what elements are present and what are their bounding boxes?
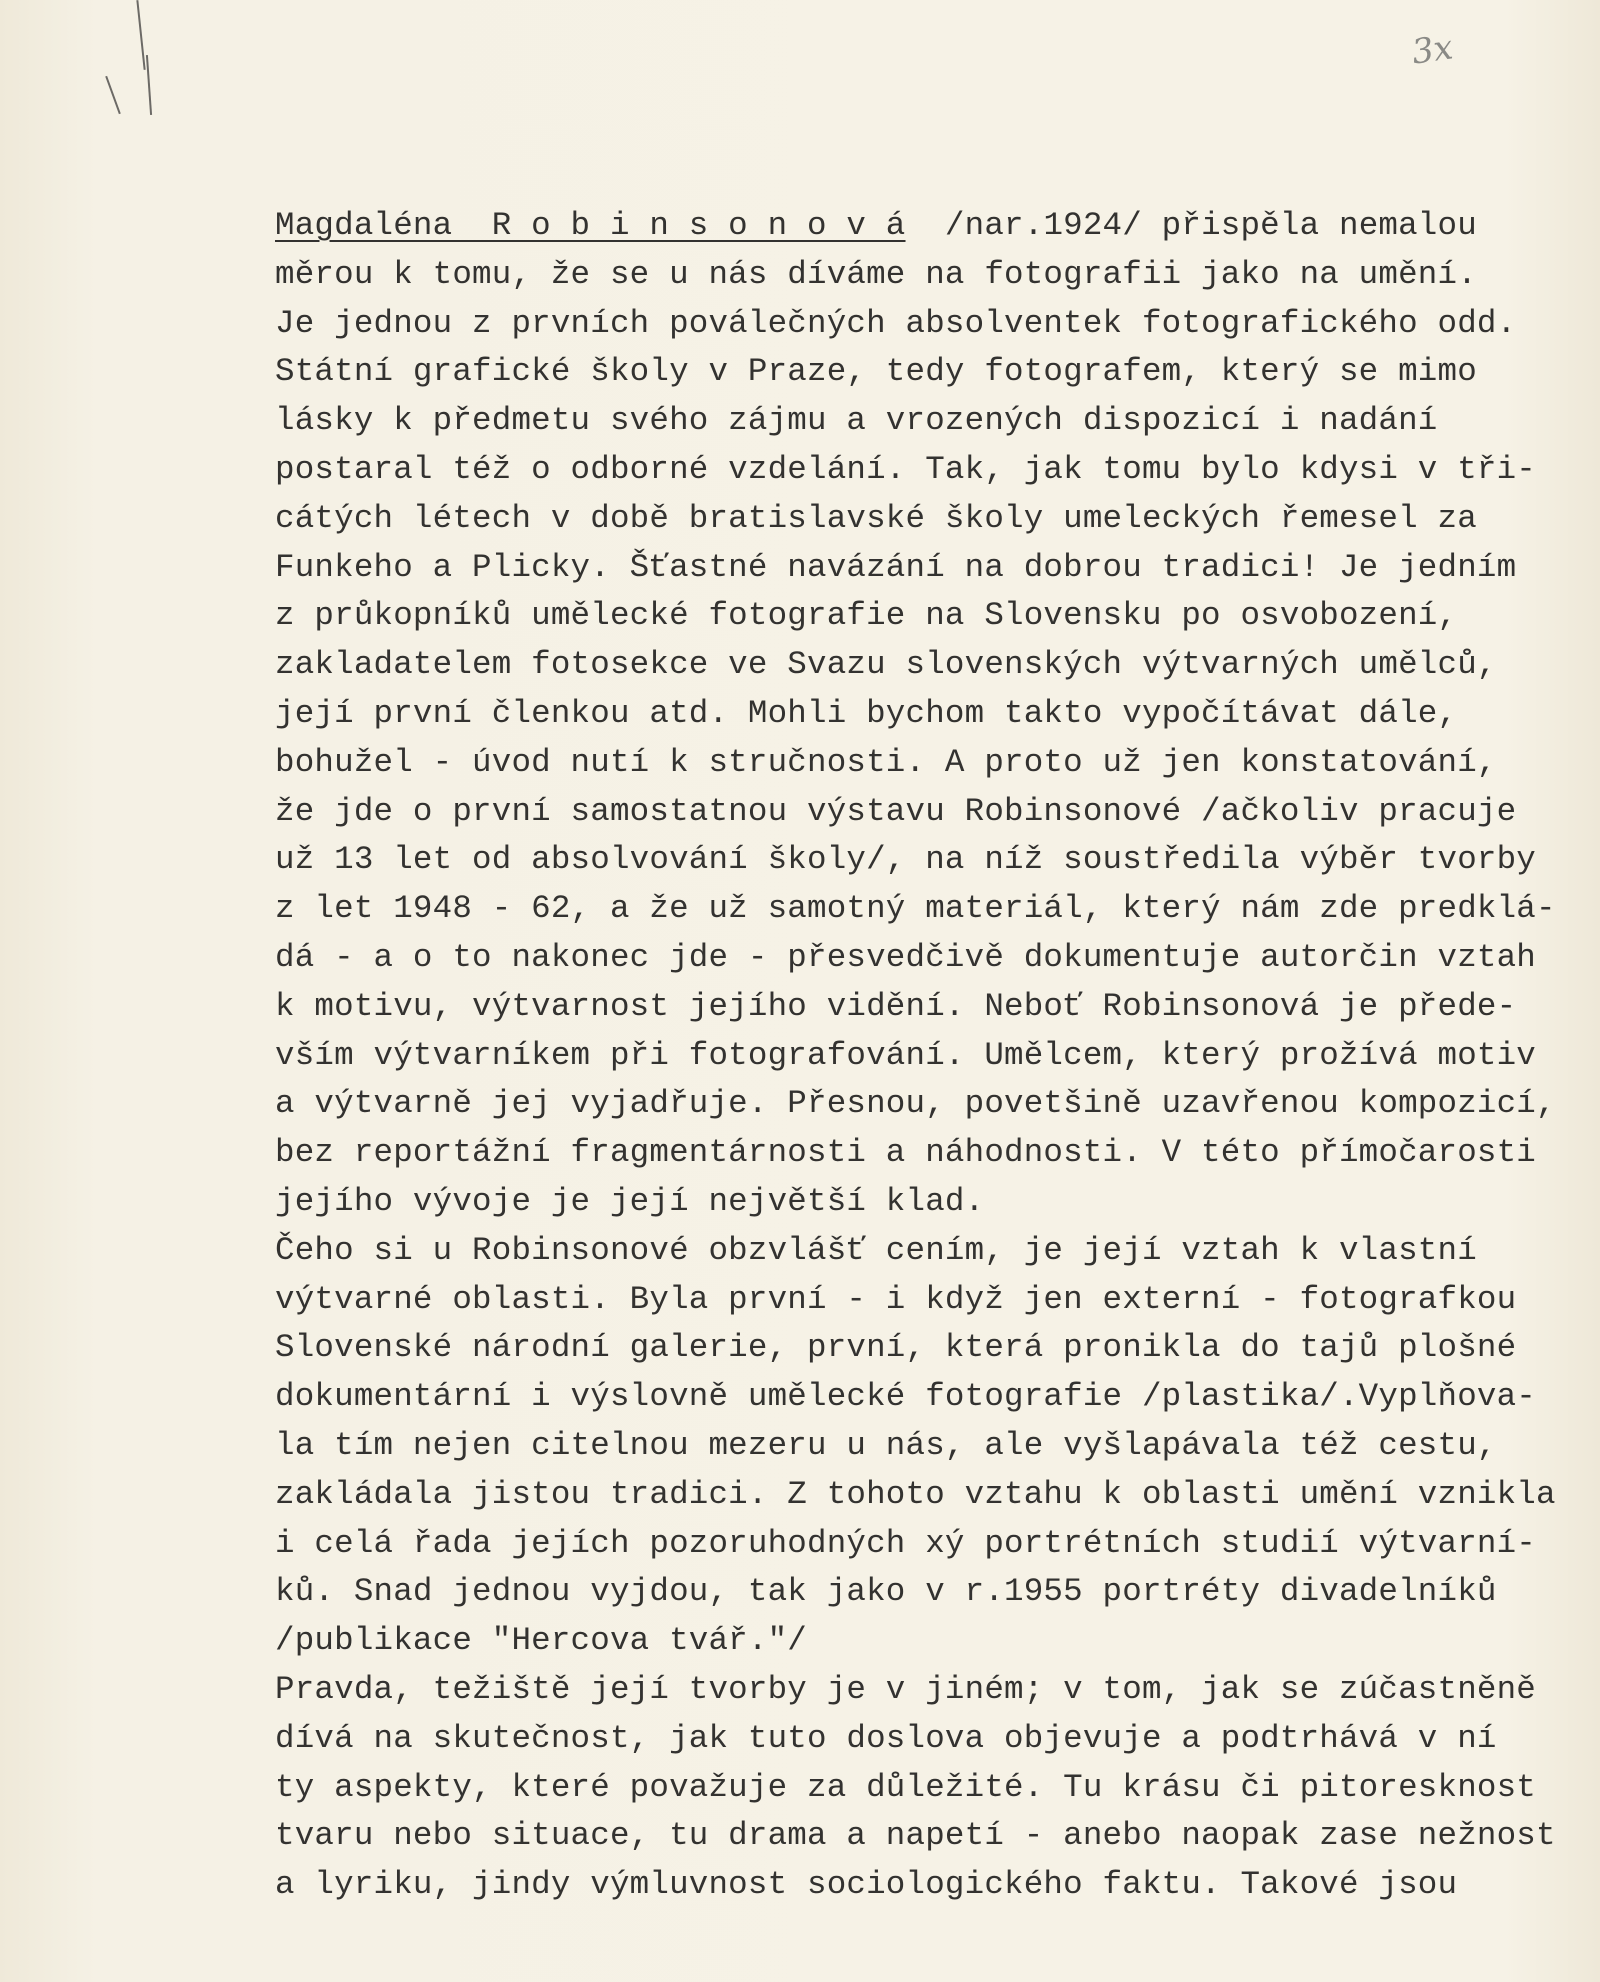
text-line: /publikace "Hercova tvář."/ <box>275 1622 807 1660</box>
text-line: jejího vývoje je její největší klad. <box>275 1182 985 1220</box>
text-line: postaral též o odborné vzdelání. Tak, jak tomu bylo kdysi v tři- <box>275 450 1537 488</box>
text-line: už 13 let od absolvování školy/, na níž soustředila výběr tvorby <box>275 841 1537 879</box>
text-line: vším výtvarníkem při fotografování. Umělcem, který prožívá motiv <box>275 1036 1537 1074</box>
text-line: Slovenské národní galerie, první, která pronikla do tajů plošné <box>275 1329 1517 1367</box>
text-line: ků. Snad jednou vyjdou, tak jako v r.1955 portréty divadelníků <box>275 1573 1497 1611</box>
text-line: a lyriku, jindy výmluvnost sociologického faktu. Takové jsou <box>275 1866 1458 1904</box>
text-line: bez reportážní fragmentárnosti a náhodnosti. V této přímočarosti <box>275 1134 1537 1172</box>
text-line: Čeho si u Robinsonové obzvlášť cením, je její vztah k vlastní <box>275 1231 1477 1269</box>
text-line: Státní grafické školy v Praze, tedy fotografem, který se mimo <box>275 353 1477 391</box>
text-line: a výtvarně jej vyjadřuje. Přesnou, povetšině uzavřenou kompozicí, <box>275 1085 1556 1123</box>
document-body <box>275 202 1556 1910</box>
text-line: la tím nejen citelnou mezeru u nás, ale vyšlapávala též cestu, <box>275 1426 1497 1464</box>
text-line: tvaru nebo situace, tu drama a napetí - anebo naopak zase nežnost <box>275 1817 1556 1855</box>
text-line: zakladatelem fotosekce ve Svazu slovenských výtvarných umělců, <box>275 646 1497 684</box>
text-line: dokumentární i výslovně umělecké fotografie /plastika/.Vyplňova- <box>275 1378 1537 1416</box>
text-line: z průkopníků umělecké fotografie na Slovensku po osvobození, <box>275 597 1458 635</box>
text-line: lásky k předmetu svého zájmu a vrozených dispozicí i nadání <box>275 402 1438 440</box>
text-line <box>275 202 1556 251</box>
text-line: výtvarné oblasti. Byla první - i když jen externí - fotografkou <box>275 1280 1517 1318</box>
text-line: Je jednou z prvních poválečných absolventek fotografického odd. <box>275 304 1517 342</box>
text-line: měrou k tomu, že se u nás díváme na fotografii jako na umění. <box>275 255 1477 293</box>
text-line: že jde o první samostatnou výstavu Robinsonové /ačkoliv pracuje <box>275 792 1517 830</box>
pencil-mark <box>105 76 121 114</box>
text-line: k motivu, výtvarnost jejího vidění. Neboť Robinsonová je přede- <box>275 987 1517 1025</box>
pencil-mark <box>136 0 145 70</box>
pencil-mark <box>146 55 152 115</box>
text-line: z let 1948 - 62, a že už samotný materiál, který nám zde predklá- <box>275 890 1556 928</box>
author-name-underlined: Magdaléna R o b i n s o n o v á <box>275 207 906 244</box>
text-line: bohužel - úvod nutí k stručnosti. A proto už jen konstatování, <box>275 743 1497 781</box>
text-line: její první členkou atd. Mohli bychom takto vypočítávat dále, <box>275 694 1458 732</box>
text-line: cátých létech v době bratislavské školy umeleckých řemesel za <box>275 499 1477 537</box>
text-line: dívá na skutečnost, jak tuto doslova objevuje a podtrhává v ní <box>275 1719 1497 1757</box>
text-line: Funkeho a Plicky. Šťastné navázání na dobrou tradici! Je jedním <box>275 548 1517 586</box>
text-line: Pravda, težiště její tvorby je v jiném; v tom, jak se zúčastněně <box>275 1670 1537 1708</box>
text-line: ty aspekty, které považuje za důležité. Tu krásu či pitoresknost <box>275 1768 1537 1806</box>
text-segment: /nar.1924/ přispěla nemalou <box>905 207 1477 244</box>
text-line: dá - a o to nakonec jde - přesvedčivě dokumentuje autorčin vztah <box>275 938 1537 976</box>
text-line: zakládala jistou tradici. Z tohoto vztahu k oblasti umění vznikla <box>275 1475 1556 1513</box>
handwritten-page-number: 3x <box>1409 27 1456 73</box>
text-line: i celá řada jejích pozoruhodných xý portrétních studií výtvarní- <box>275 1524 1537 1562</box>
